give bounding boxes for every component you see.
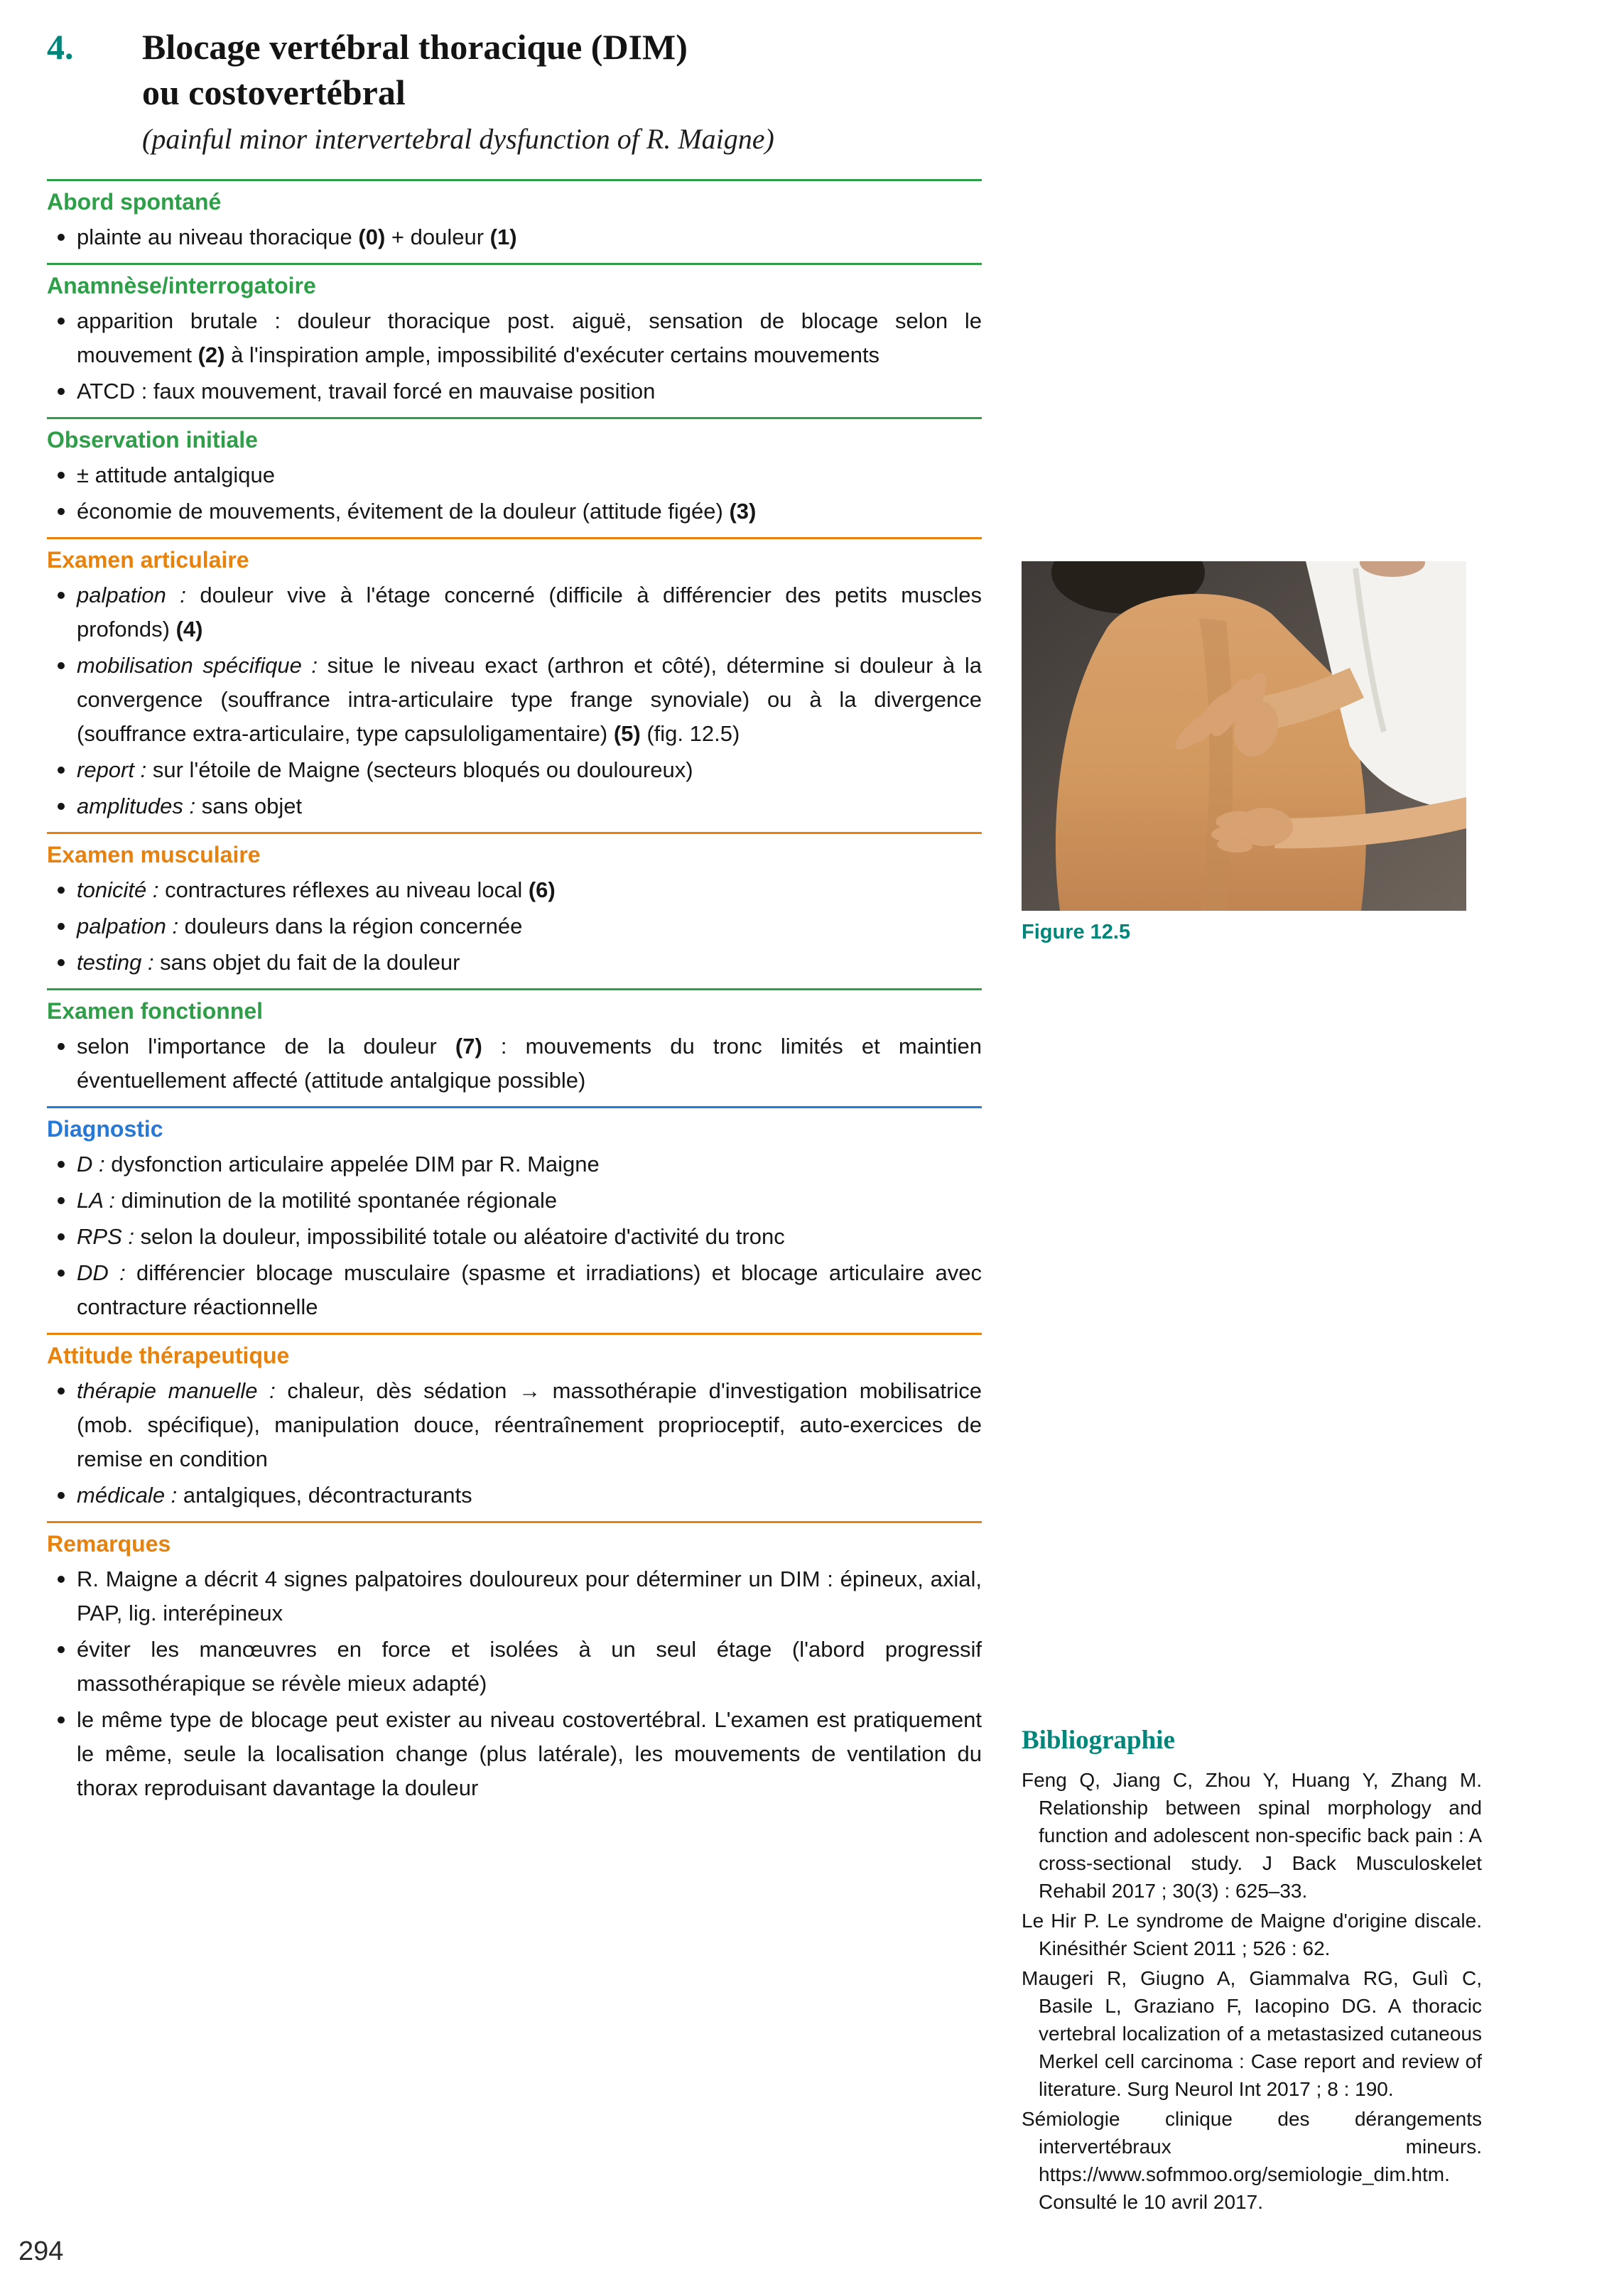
text-run: tonicité : [77,877,159,902]
text-run: antalgiques, décontracturants [177,1483,472,1508]
reference-item: Feng Q, Jiang C, Zhou Y, Huang Y, Zhang M. Relationship between spinal morphology and function and adolescent non-specific back pain : A cross-sectional study. J Back Musculoskelet Rehabil 2017 ; 30(3) : 625–33. [1022,1769,1482,1902]
text-run: sans objet [195,794,303,818]
text-run: sans objet du fait de la douleur [153,950,460,975]
list-item [47,220,982,254]
text-run: (0) [358,224,386,249]
section-rule [47,537,982,539]
section-items [47,1374,982,1513]
text-run: chaleur, dès sédation → massothérapie d'investigation mobilisatrice (mob. spécifique), manipulation douce, réentraînement proprioceptif, auto-exercices de remise en condition [77,1378,982,1471]
section-items [47,578,982,823]
section-rule [47,1333,982,1335]
text-run: plainte au niveau thoracique [77,224,359,249]
chapter-number: 4. [47,27,74,67]
section-heading: Attitude thérapeutique [47,1343,290,1368]
text-run: (5) [613,721,641,746]
text-run: le même type de blocage peut exister au niveau costovertébral. L'examen est pratiquement le même, seule la localisation change (plus latérale), les mouvements de ventilation du thorax reproduisant davantage la douleur [77,1707,982,1800]
section-items [47,220,982,254]
figure-photo-illustration [1022,561,1466,911]
text-run: mobilisation spécifique : [77,653,318,678]
text-run: (4) [175,617,203,642]
text-run: (7) [455,1034,482,1059]
section-heading: Examen fonctionnel [47,998,264,1024]
text-run: DD : [77,1260,126,1285]
text-run: éviter les manœuvres en force et isolées à un seul étage (l'abord progressif massothérapique se révèle mieux adapté) [77,1637,982,1696]
text-run: (fig. 12.5) [640,721,740,746]
section-rule [47,1106,982,1108]
text-run: à l'inspiration ample, impossibilité d'exécuter certains mouvements [224,342,880,367]
list-item [47,1184,982,1218]
section-items [47,1562,982,1805]
section-heading: Examen musculaire [47,842,261,867]
list-item [47,1220,982,1254]
text-run: (2) [197,342,225,367]
reference-item: Le Hir P. Le syndrome de Maigne d'origine discale. Kinésithér Scient 2011 ; 526 : 62. [1022,1910,1482,1959]
section-rule [47,988,982,990]
text-run: apparition brutale : douleur thoracique post. aiguë, sensation de blocage selon le mouvement [77,308,982,367]
section-anamnese-interrogatoire [47,263,982,409]
title-line: Blocage vertébral thoracique (DIM) [142,27,688,67]
section-heading: Observation initiale [47,427,258,453]
list-item [47,946,982,980]
section-examen-fonctionnel [47,988,982,1098]
list-item [47,649,982,751]
section-abord-spontane [47,179,982,254]
reference-item: Sémiologie clinique des dérangements intervertébraux mineurs. https://www.sofmmoo.org/semiologie_dim.htm. Consulté le 10 avril 2017. [1022,2108,1482,2213]
list-item [47,753,982,787]
section-observation-initiale [47,417,982,529]
text-run: situe le niveau exact (arthron et côté), détermine si douleur à la convergence (souffrance intra-articulaire type frange synoviale) ou à la divergence (souffrance extra-articulaire, type capsuloligamentaire) [77,653,982,746]
text-run: amplitudes : [77,794,196,818]
section-rule [47,832,982,834]
list-item [47,304,982,372]
list-item [47,578,982,646]
text-run: sur l'étoile de Maigne (secteurs bloqués ou douloureux) [146,757,693,782]
text-run: ± attitude antalgique [77,462,275,487]
list-item [47,1374,982,1476]
text-run: report : [77,757,147,782]
list-item [47,1562,982,1630]
section-heading: Anamnèse/interrogatoire [47,273,316,298]
text-run: contractures réflexes au niveau local [158,877,529,902]
list-item [47,494,982,529]
text-run: selon la douleur, impossibilité totale ou aléatoire d'activité du tronc [134,1224,785,1249]
text-run: D : [77,1152,105,1176]
text-run: économie de mouvements, évitement de la douleur (attitude figée) [77,499,730,524]
reference-item: Maugeri R, Giugno A, Giammalva RG, Gulì C, Basile L, Graziano F, Iacopino DG. A thoracic vertebral localization of a metastasized cutaneous Merkel cell carcinoma : Case report and review of literature. Surg Neurol Int 2017 ; 8 : 190. [1022,1967,1482,2100]
text-run: (1) [489,224,517,249]
page-number: 294 [18,2236,64,2266]
text-run: douleurs dans la région concernée [178,914,523,938]
section-rule [47,179,982,181]
text-run: LA : [77,1188,115,1213]
figure-block [1022,561,1466,944]
list-item [47,1147,982,1181]
text-run: thérapie manuelle : [77,1378,276,1403]
main-column [47,24,982,1814]
text-run: ATCD : faux mouvement, travail forcé en mauvaise position [77,379,656,404]
section-items [47,1029,982,1098]
text-run: dysfonction articulaire appelée DIM par R. Maigne [104,1152,600,1176]
list-item [47,1703,982,1805]
text-run: palpation : [77,914,179,938]
text-run: + douleur [385,224,490,249]
page-title [142,24,982,115]
section-rule [47,1521,982,1523]
text-run: selon l'importance de la douleur [77,1034,455,1059]
bibliography-block [1022,1725,1482,2218]
section-items [47,873,982,980]
list-item [47,1478,982,1513]
text-run: R. Maigne a décrit 4 signes palpatoires douloureux pour déterminer un DIM : épineux, axial, PAP, lig. interépineux [77,1567,982,1625]
text-run: douleur vive à l'étage concerné (difficile à différencier des petits muscles profonds) [77,583,982,642]
text-run: (6) [528,877,556,902]
figure-photo [1022,561,1466,911]
section-rule [47,263,982,265]
section-heading: Diagnostic [47,1116,163,1142]
section-heading: Abord spontané [47,189,222,215]
list-item [47,1029,982,1098]
list-item [47,873,982,907]
section-examen-articulaire [47,537,982,823]
text-run: différencier blocage musculaire (spasme et irradiations) et blocage articulaire avec contracture réactionnelle [77,1260,982,1319]
text-run: diminution de la motilité spontanée régionale [115,1188,558,1213]
section-rule [47,417,982,419]
title-line: ou costovertébral [142,72,406,112]
section-heading: Remarques [47,1531,171,1557]
list-item [47,374,982,409]
text-run: (3) [729,499,757,524]
section-items [47,304,982,409]
list-item [47,909,982,943]
text-run: RPS : [77,1224,134,1249]
text-run: médicale : [77,1483,178,1508]
section-attitude-therapeutique [47,1333,982,1513]
section-diagnostic [47,1106,982,1324]
list-item [47,458,982,492]
page-subtitle: (painful minor intervertebral dysfunction of R. Maigne) [142,123,774,155]
figure-caption: Figure 12.5 [1022,921,1131,943]
title-block [47,24,982,158]
sections [47,179,982,1805]
section-items [47,1147,982,1324]
list-item [47,1633,982,1701]
section-remarques [47,1521,982,1805]
text-run: palpation : [77,583,186,607]
section-heading: Examen articulaire [47,547,249,573]
list-item [47,789,982,823]
bibliography-heading: Bibliographie [1022,1726,1175,1755]
text-run: testing : [77,950,154,975]
text-run: : mouvements du tronc limités et maintien éventuellement affecté (attitude antalgique possible) [77,1034,982,1093]
section-items [47,458,982,529]
list-item [47,1256,982,1324]
section-examen-musculaire [47,832,982,980]
reference-list [1022,1766,1482,2216]
